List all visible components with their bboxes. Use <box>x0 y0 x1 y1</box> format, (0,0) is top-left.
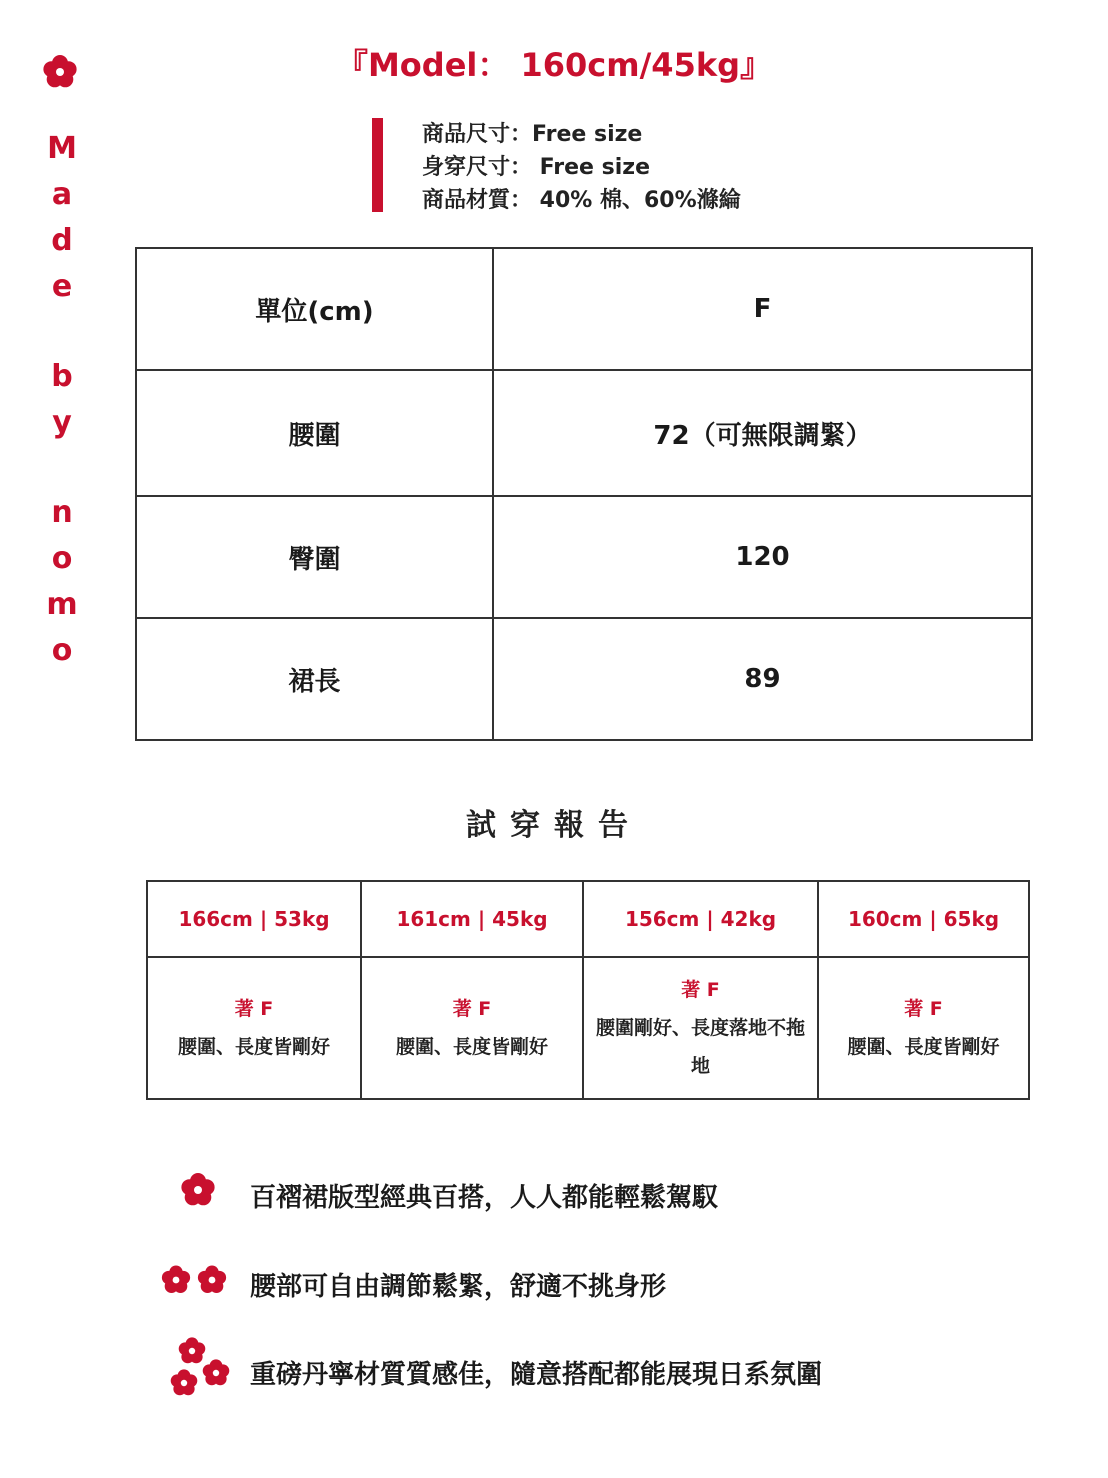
fit-result-cell <box>361 957 583 1099</box>
spec-line: 商品材質： 40% 棉、60%滌綸 <box>422 188 741 213</box>
fit-note: 腰圍、長度皆剛好 <box>847 1036 1000 1058</box>
size-table-cell: 89 <box>493 618 1032 740</box>
size-table-cell: 單位(cm) <box>136 248 493 370</box>
brand-letter: e <box>51 269 73 304</box>
feature-text: 百褶裙版型經典百搭，人人都能輕鬆駕馭 <box>250 1183 719 1213</box>
fit-model-cell: 161cm | 45kg <box>361 881 583 957</box>
fit-note: 腰圍剛好、長度落地不拖地 <box>595 1017 805 1077</box>
fit-report-header <box>147 881 1029 957</box>
model-title: 『Model： 160cm/45kg』 <box>335 46 773 84</box>
fit-result-cell <box>583 957 818 1099</box>
fit-report-row <box>147 957 1029 1099</box>
size-table-cell: 120 <box>493 496 1032 618</box>
fit-model-cell: 160cm | 65kg <box>818 881 1029 957</box>
size-table-header <box>136 248 1032 370</box>
size-table-row <box>136 496 1032 618</box>
feature-text: 腰部可自由調節鬆緊，舒適不挑身形 <box>250 1272 667 1302</box>
fit-size: 著 F <box>452 998 492 1020</box>
spec-accent-bar <box>372 118 383 212</box>
size-table-row <box>136 618 1032 740</box>
fit-note: 腰圍、長度皆剛好 <box>395 1036 548 1058</box>
brand-letter: n <box>51 495 73 530</box>
feature-text: 重磅丹寧材質質感佳，隨意搭配都能展現日系氛圍 <box>250 1360 823 1390</box>
size-table-cell: 臀圍 <box>136 496 493 618</box>
brand-letter: o <box>51 633 73 668</box>
size-table-cell: F <box>493 248 1032 370</box>
brand-letter: a <box>51 177 73 212</box>
fit-size: 著 F <box>234 998 274 1020</box>
brand-letter: d <box>51 223 73 258</box>
size-table-row <box>136 370 1032 496</box>
three-flowers-icon <box>164 1333 234 1401</box>
spec-list <box>422 118 741 217</box>
flower-icon <box>178 1170 218 1210</box>
fit-model-cell: 166cm | 53kg <box>147 881 361 957</box>
size-table-cell: 腰圍 <box>136 370 493 496</box>
fit-result-cell <box>818 957 1029 1099</box>
size-table <box>135 247 1033 741</box>
two-flowers-icon <box>156 1262 232 1298</box>
fit-size: 著 F <box>904 998 943 1020</box>
size-table-cell: 裙長 <box>136 618 493 740</box>
brand-letter: M <box>47 131 77 166</box>
vertical-brand-text <box>38 126 86 674</box>
fit-note: 腰圍、長度皆剛好 <box>177 1036 330 1058</box>
brand-letter: y <box>52 405 72 440</box>
fit-report-table <box>146 880 1030 1100</box>
fit-model-cell: 156cm | 42kg <box>583 881 818 957</box>
brand-letter: b <box>51 359 73 394</box>
fit-report-title: 試穿報告 <box>466 808 642 843</box>
brand-letter: o <box>51 541 73 576</box>
brand-letter: m <box>46 587 78 622</box>
spec-line: 身穿尺寸： Free size <box>422 155 650 180</box>
fit-size: 著 F <box>681 979 720 1001</box>
size-table-cell: 72（可無限調緊） <box>493 370 1032 496</box>
spec-line: 商品尺寸：Free size <box>422 122 643 147</box>
fit-result-cell <box>147 957 361 1099</box>
